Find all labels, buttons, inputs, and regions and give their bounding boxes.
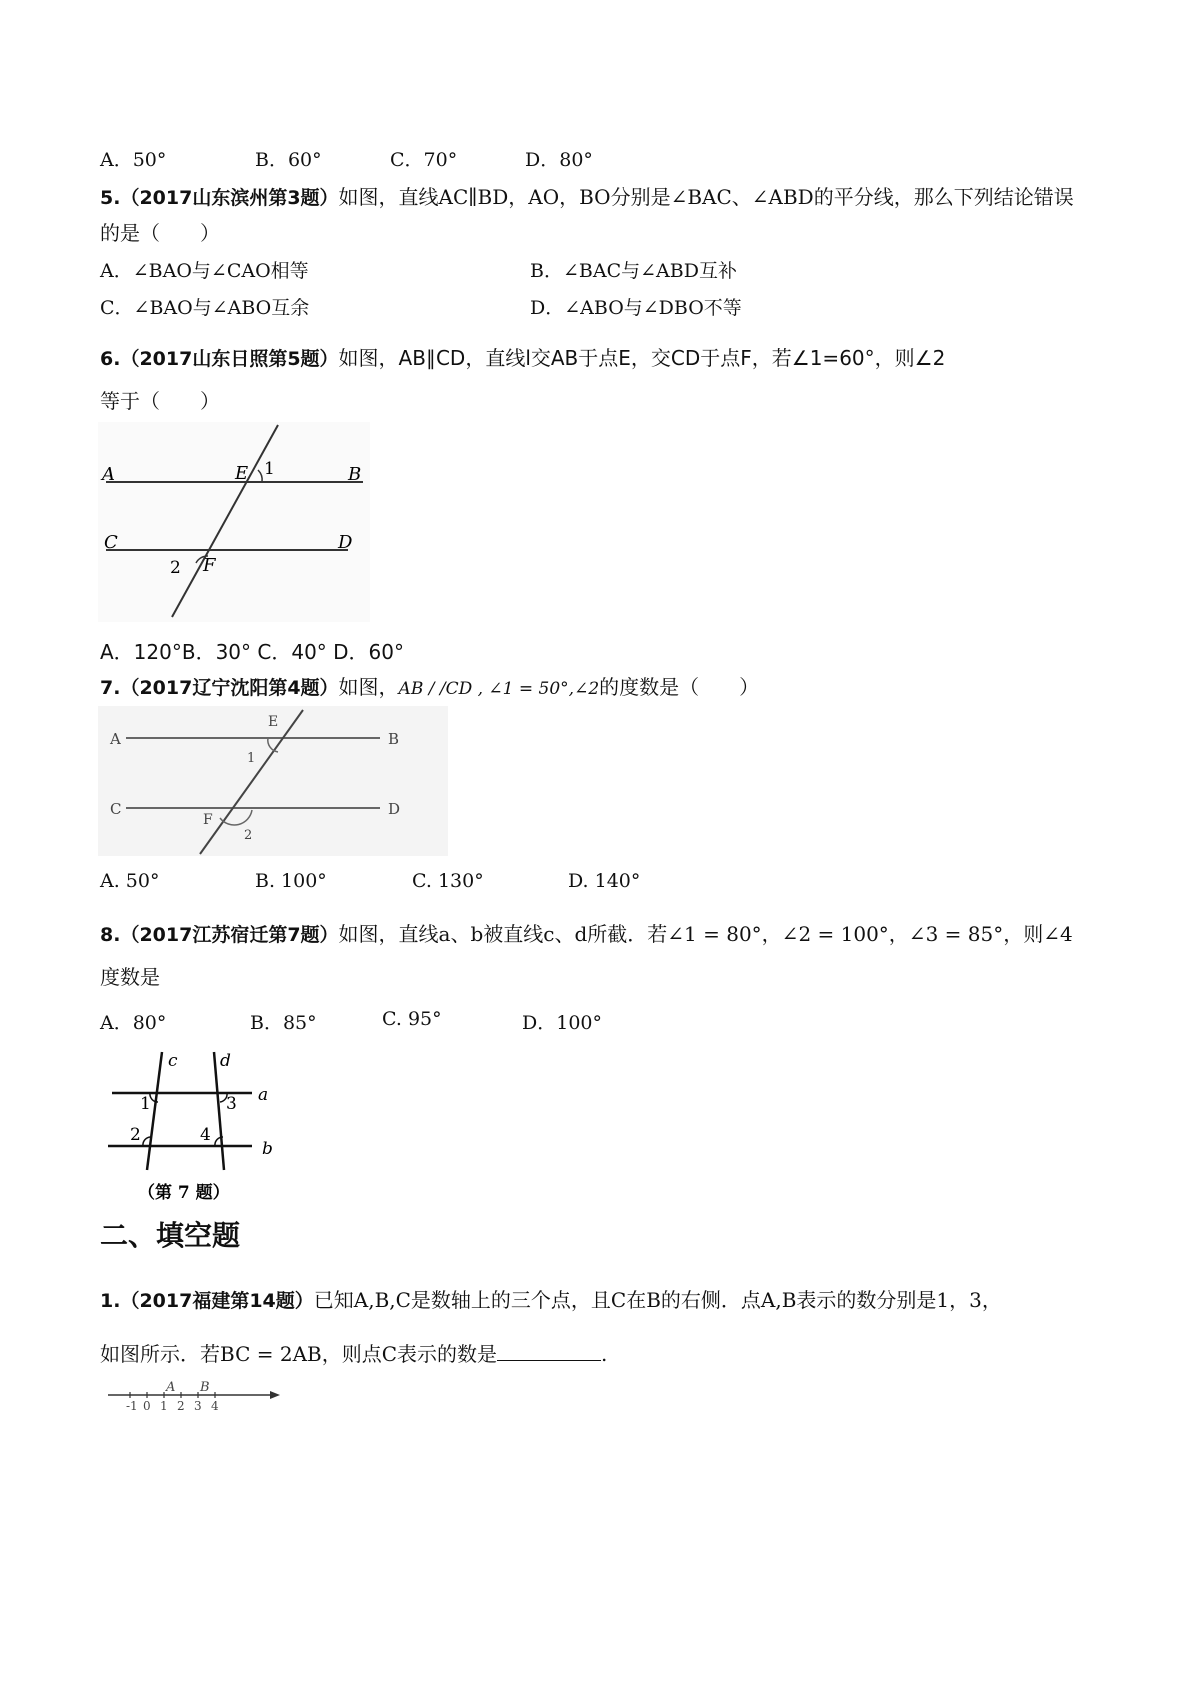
q5-stem-line1: 如图，直线AC∥BD，AO，BO分别是∠BAC、∠ABD的平分线，那么下列结论错误 (338, 185, 1074, 209)
q8-tag: 8.（2017江苏宿迁第7题） (100, 924, 339, 946)
q7-label-a: A (110, 730, 121, 748)
fill1-line2-pre: 如图所示．若BC = 2AB，则点C表示的数是 (100, 1342, 498, 1366)
numberline-tick-label: -1 (126, 1399, 138, 1413)
fill1-line1: 已知A,B,C是数轴上的三个点，且C在B的右侧．点A,B表示的数分别是1，3， (313, 1288, 1002, 1312)
q7-option-c: C. 130° (412, 870, 484, 892)
q5-option-d: D．∠ABO与∠DBO不等 (530, 297, 742, 319)
q8-stem-line1: 如图，直线a、b被直线c、d所截．若∠1 = 80°，∠2 = 100°，∠3 = 85°，则∠4 (338, 922, 1073, 946)
numberline-tick-label: 3 (194, 1399, 202, 1413)
q7-option-a: A. 50° (100, 870, 160, 892)
q8-label-angle4: 4 (200, 1125, 211, 1145)
q8-figure (100, 1046, 290, 1206)
fill1-stem (100, 1284, 1002, 1313)
q8-label-angle3: 3 (226, 1094, 237, 1114)
q5-stem (100, 181, 1074, 210)
q8-option-c: C. 95° (382, 1008, 442, 1030)
q8-figure-caption: （第 7 题） (138, 1183, 230, 1203)
q8-option-b: B．85° (250, 1012, 317, 1034)
q6-label-c: C (104, 532, 118, 553)
q7-label-c: C (110, 800, 122, 818)
q6-label-angle1: 1 (264, 459, 275, 479)
q8-label-d: d (220, 1051, 231, 1071)
q8-stem-line2: 度数是 (100, 965, 160, 989)
q8-label-b: b (262, 1139, 273, 1159)
q7-label-d: D (388, 800, 401, 818)
q8-label-c: c (168, 1051, 178, 1071)
q5-option-b: B．∠BAC与∠ABD互补 (530, 260, 737, 282)
q8-option-d: D．100° (522, 1012, 602, 1034)
q5-stem-line2: 的是（ ） (100, 221, 220, 245)
numberline-tick-label: 1 (160, 1399, 168, 1413)
q8-stem (100, 918, 1073, 947)
answer-blank[interactable] (497, 1342, 601, 1361)
q7-label-angle2: 2 (244, 828, 253, 843)
q4-option-d: D．80° (525, 149, 593, 171)
numberline-point-b: B (200, 1380, 210, 1395)
fill1-line2-post: . (601, 1342, 608, 1366)
q6-label-d: D (338, 532, 353, 553)
q7-label-e: E (268, 714, 279, 730)
q5-option-a: A．∠BAO与∠CAO相等 (100, 260, 309, 282)
q7-label-f: F (203, 812, 213, 828)
q7-stem-pre: 如图， (338, 675, 399, 699)
q7-stem-math: AB / /CD , ∠1 = 50°,∠2 (398, 679, 600, 699)
section2-title: 二、填空题 (100, 1219, 241, 1252)
q5-tag: 5.（2017山东滨州第3题） (100, 187, 339, 209)
q6-label-angle2: 2 (170, 558, 181, 578)
q7-label-b: B (388, 730, 400, 748)
q7-figure (98, 706, 448, 856)
q6-label-f: F (203, 555, 216, 576)
q6-label-e: E (235, 463, 249, 484)
q8-label-angle1: 1 (140, 1094, 151, 1114)
numberline-tick-label: 4 (211, 1399, 219, 1413)
q7-option-d: D. 140° (568, 870, 641, 892)
q6-figure (98, 422, 370, 622)
q6-stem-line2: 等于（ ） (100, 389, 220, 413)
numberline-tick-label: 0 (143, 1399, 151, 1413)
q7-option-b: B. 100° (255, 870, 327, 892)
q4-option-b: B．60° (255, 149, 322, 171)
q7-tag: 7.（2017辽宁沈阳第4题） (100, 677, 339, 699)
q6-stem-line1: 如图，AB∥CD，直线l交AB于点E，交CD于点F，若∠1=60°，则∠2 (338, 346, 946, 370)
q8-label-angle2: 2 (130, 1125, 141, 1145)
q7-stem (100, 671, 759, 700)
q6-stem (100, 342, 945, 371)
q5-option-c: C．∠BAO与∠ABO互余 (100, 297, 310, 319)
q6-options: A．120°B．30° C．40° D．60° (100, 640, 405, 664)
q7-stem-post: 的度数是（ ） (599, 675, 760, 699)
q6-label-a: A (102, 464, 115, 485)
q7-label-angle1: 1 (247, 751, 256, 766)
fill1-number-line (104, 1378, 284, 1414)
q4-option-c: C．70° (390, 149, 458, 171)
q8-option-a: A．80° (100, 1012, 167, 1034)
numberline-point-a: A (166, 1380, 176, 1395)
q6-tag: 6.（2017山东日照第5题） (100, 348, 339, 370)
fill1-tag: 1.（2017福建第14题） (100, 1290, 314, 1312)
q4-option-a: A．50° (100, 149, 167, 171)
q8-label-a: a (258, 1085, 269, 1105)
fill1-stem-line2 (100, 1338, 607, 1367)
numberline-tick-label: 2 (177, 1399, 185, 1413)
q6-label-b: B (348, 464, 362, 485)
